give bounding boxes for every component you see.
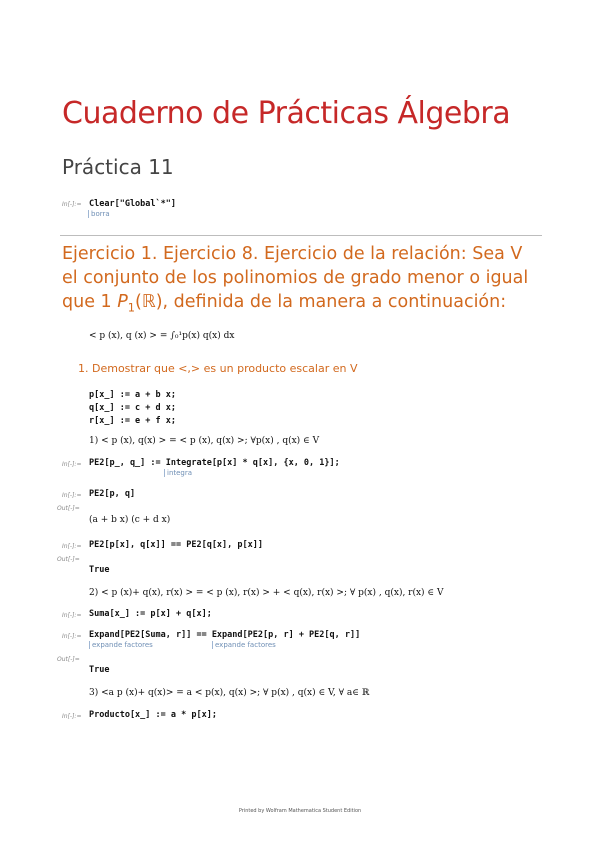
input-label: In[-]:=: [62, 461, 82, 468]
section-divider: [60, 235, 542, 236]
input-label: In[-]:=: [62, 633, 82, 640]
property-1: 1) < p (x), q(x) > = < p (x), q(x) >; ∀p(x) , q(x) ∈ V: [89, 436, 320, 446]
producto-definition-input[interactable]: Producto[x_] := a * p[x];: [89, 710, 217, 720]
section-text-b: (ℝ), definida de la manera a continuación:: [135, 292, 507, 312]
symmetry-output: True: [89, 565, 110, 575]
input-label: In[-]:=: [62, 612, 82, 619]
print-footer: Printed by Wolfram Mathematica Student Edition: [238, 808, 362, 814]
expand-hint-right: expande factores: [212, 641, 276, 649]
clear-hint: borra: [88, 210, 110, 218]
property-3: 3) <a p (x)+ q(x)> = a < p(x), q(x) >; ∀ p(x) , q(x) ∈ V, ∀ a∈ ℝ: [89, 688, 370, 698]
input-label: In[-]:=: [62, 713, 82, 720]
symmetry-input[interactable]: PE2[p[x], q[x]] == PE2[q[x], p[x]]: [89, 540, 263, 550]
exercise-section-heading: [62, 242, 542, 320]
section-sub: 1: [127, 300, 136, 315]
input-label: In[-]:=: [62, 201, 82, 208]
pe2-definition-input[interactable]: PE2[p_, q_] := Integrate[p[x] * q[x], {x, 0, 1}];: [89, 458, 340, 468]
inner-product-definition: < p (x), q (x) > = ∫₀¹p(x) q(x) dx: [89, 331, 235, 341]
pe2-call-input[interactable]: PE2[p, q]: [89, 489, 136, 499]
expand-input[interactable]: Expand[PE2[Suma, r]] == Expand[PE2[p, r] + PE2[q, r]]: [89, 630, 361, 640]
pe2-call-output: (a + b x) (c + d x): [89, 515, 171, 525]
integra-hint: integra: [164, 469, 192, 477]
output-label: Out[-]=: [57, 556, 80, 563]
input-label: In[-]:=: [62, 492, 82, 499]
section-text-a: Ejercicio 1. Ejercicio 8. Ejercicio de la relación: Sea V el conjunto de los polinomios de grado menor o igual que 1: [62, 244, 529, 312]
definitions-input[interactable]: p[x_] := a + b x; q[x_] := c + d x; r[x_] := e + f x;: [89, 390, 176, 426]
section-p: P: [117, 292, 128, 312]
suma-definition-input[interactable]: Suma[x_] := p[x] + q[x];: [89, 609, 212, 619]
expand-output: True: [89, 665, 110, 675]
item-1-heading: 1. Demostrar que <,> es un producto escalar en V: [78, 362, 358, 375]
notebook-title: Cuaderno de Prácticas Álgebra: [62, 96, 511, 131]
output-label: Out[-]=: [57, 656, 80, 663]
property-2: 2) < p (x)+ q(x), r(x) > = < p (x), r(x) > + < q(x), r(x) >; ∀ p(x) , q(x), r(x) ∈ V: [89, 588, 444, 598]
notebook-subtitle: Práctica 11: [62, 155, 174, 179]
output-label: Out[-]=: [57, 505, 80, 512]
expand-hint-left: expande factores: [89, 641, 153, 649]
input-label: In[-]:=: [62, 543, 82, 550]
clear-input[interactable]: Clear["Global`*"]: [89, 199, 176, 209]
